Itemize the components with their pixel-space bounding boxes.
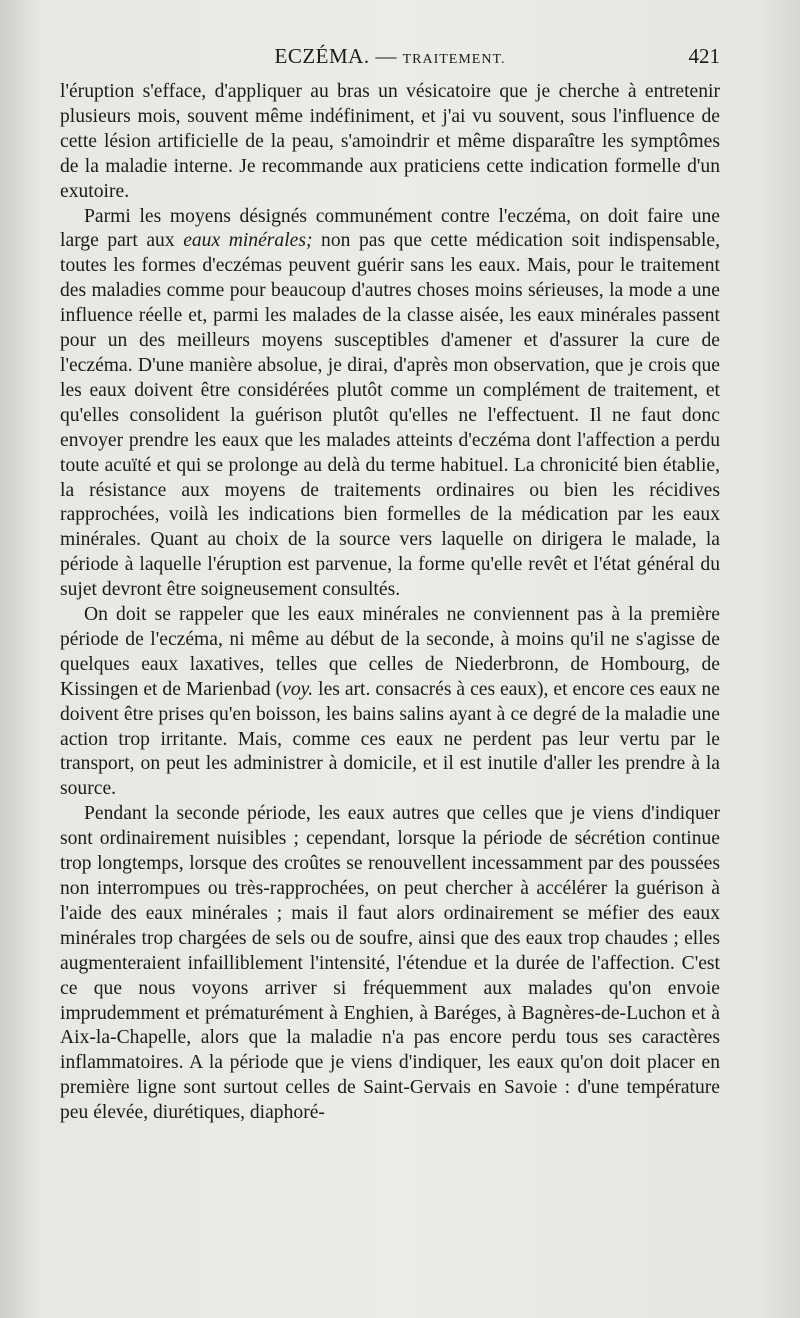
body-text (60, 80, 720, 1126)
paragraph-1: l'éruption s'efface, d'appliquer au bras un vésicatoire que je cherche à entretenir plusieurs mois, souvent même indéfiniment, et j'ai vu souvent, sous l'influence de cette lésion artificielle de la peau, s'amoindrir et même disparaître les symptômes de la maladie interne. Je recommande aux praticiens cette indication formelle d'un exutoire. (60, 81, 720, 202)
header-subtitle: TRAITEMENT. (402, 52, 506, 67)
paragraph-2 (60, 205, 720, 604)
paragraph-3-text-before: On doit se rappeler que les eaux minérales ne conviennent pas à la première période de l'eczéma, ni même au début de la seconde, à moins qu'il ne s'agisse de quelques eaux laxatives, telles que celles de Niederbronn, de Hombourg, de Kissingen et de Marienbad ( (60, 604, 720, 700)
running-header (60, 44, 720, 74)
paragraph-3 (60, 603, 720, 802)
paragraph-2-text-before: Parmi les moyens désignés communément contre l'eczéma, on doit faire une large part aux (60, 205, 720, 252)
running-title (60, 44, 720, 69)
paragraph-2-italic: eaux minérales; (183, 230, 313, 252)
paragraph-2-text-after: non pas que cette médication soit indispensable, toutes les formes d'eczémas peuvent guérir sans les eaux. Mais, pour le traitement des maladies comme pour beaucoup d'autres choses moins sérieuses, la mode a une influence réelle et, parmi les malades de la classe aisée, les eaux minérales passent pour un des meilleurs moyens susceptibles d'amener et d'assurer la cure de l'eczéma. D'une manière absolue, je dirai, d'après mon observation, que je crois que les eaux doivent être considérées plutôt comme un complément de traitement, et qu'elles consolident la guérison plutôt qu'elles ne l'effectuent. Il ne faut donc envoyer prendre les eaux que les malades atteints d'eczéma dont l'affection a perdu toute acuïté et qui se prolonge au delà du terme habituel. La chronicité bien établie, la résistance aux moyens de traitements ordinaires ou bien les récidives rapprochées, voilà les indications bien formelles de la médication par les eaux minérales. Quant au choix de la source vers laquelle on dirigera le malade, la période à laquelle l'éruption est parvenue, la forme qu'elle revêt et l'état général du sujet devront être soigneusement consultés. (60, 230, 720, 601)
paragraph-3-text-after: les art. consacrés à ces eaux), et encore ces eaux ne doivent être prises qu'en boisson, les bains salins ayant à ce degré de la maladie une action trop irritante. Mais, comme ces eaux ne perdent pas leur vertu par le transport, on peut les administrer à domicile, et il est inutile d'aller les prendre à la source. (60, 678, 720, 800)
paragraph-4: Pendant la seconde période, les eaux autres que celles que je viens d'indiquer sont ordinairement nuisibles ; cependant, lorsque la période de sécrétion continue trop longtemps, lorsque des croûtes se renouvellent incessamment par des poussées non interrompues ou très-rapprochées, on peut chercher à accélérer la guérison à l'aide des eaux minérales ; mais il faut alors ordinairement se méfier des eaux minérales trop chargées de sels ou de soufre, ainsi que des eaux trop chaudes ; elles augmenteraient infailliblement l'intensité, l'étendue et la durée de l'affection. C'est ce que nous voyons arriver si fréquemment aux malades qu'on envoie imprudemment et prématurément à Enghien, à Baréges, à Bagnères-de-Luchon et à Aix-la-Chapelle, alors que la maladie n'a pas encore perdu tous ses caractères inflammatoires. A la période que je viens d'indiquer, les eaux qu'on doit placer en première ligne sont surtout celles de Saint-Gervais en Savoie : d'une température peu élevée, diurétiques, diaphoré- (60, 803, 720, 1124)
header-dash: — (375, 44, 397, 68)
header-title: ECZÉMA. (274, 44, 370, 68)
page-number: 421 (688, 44, 720, 68)
paragraph-3-italic: voy. (282, 678, 314, 700)
